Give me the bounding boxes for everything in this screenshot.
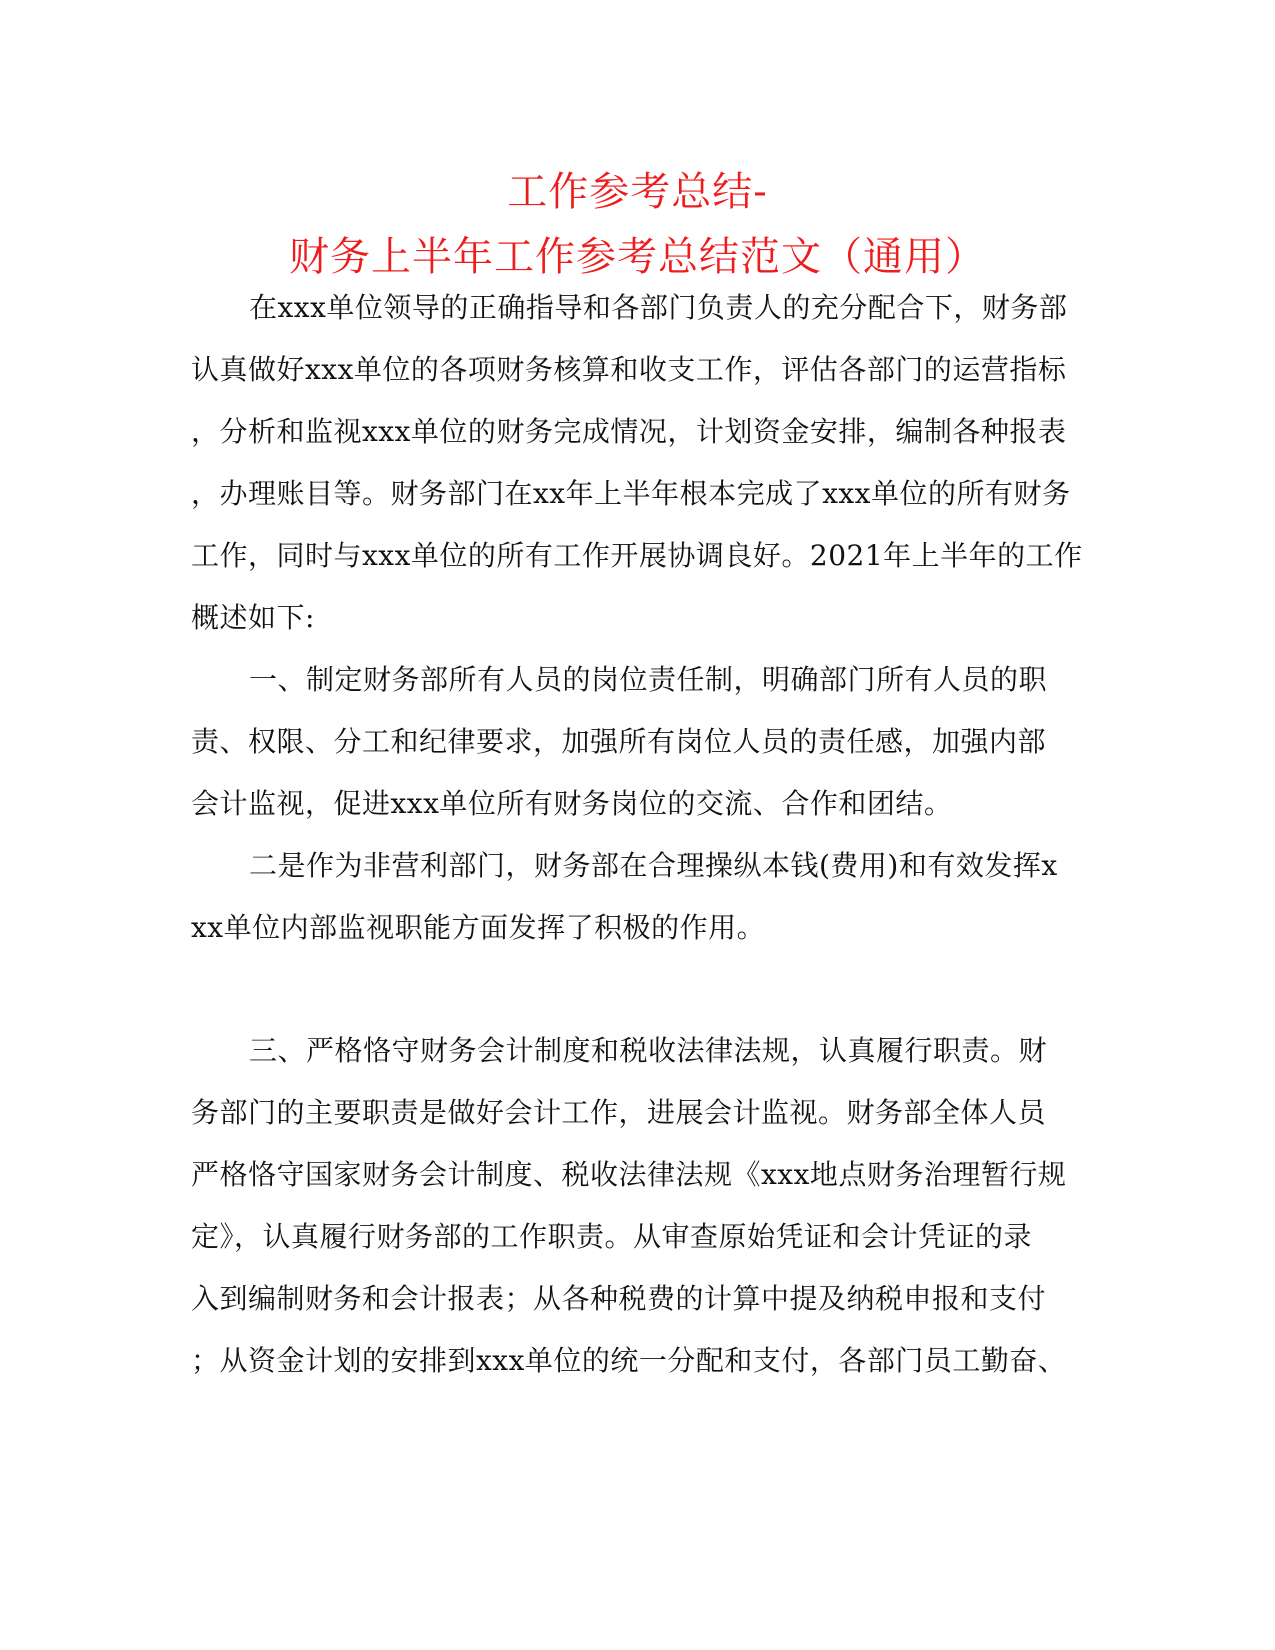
paragraph-1-line-1: 在xxx单位领导的正确指导和各部门负责人的充分配合下，财务部 bbox=[249, 291, 1068, 324]
paragraph-2-line-1: 一、制定财务部所有人员的岗位责任制，明确部门所有人员的职 bbox=[249, 663, 1048, 696]
paragraph-2-line-2: 责、权限、分工和纪律要求，加强所有岗位人员的责任感，加强内部 bbox=[191, 725, 1047, 758]
paragraph-4-line-2: 务部门的主要职责是做好会计工作，进展会计监视。财务部全体人员 bbox=[191, 1096, 1047, 1129]
paragraph-1-line-3: ，分析和监视xxx单位的财务完成情况，计划资金安排，编制各种报表 bbox=[191, 415, 1067, 448]
paragraph-3-line-1: 二是作为非营利部门，财务部在合理操纵本钱(费用)和有效发挥x bbox=[249, 849, 1058, 882]
paragraph-4-line-3: 严格恪守国家财务会计制度、税收法律法规《xxx地点财务治理暂行规 bbox=[191, 1158, 1067, 1191]
paragraph-1-line-6: 概述如下: bbox=[191, 601, 315, 634]
document-title-line-1: 工作参考总结- bbox=[507, 169, 768, 215]
paragraph-4-line-5: 入到编制财务和会计报表；从各种税费的计算中提及纳税申报和支付 bbox=[191, 1282, 1047, 1315]
paragraph-1-line-2: 认真做好xxx单位的各项财务核算和收支工作，评估各部门的运营指标 bbox=[191, 353, 1067, 386]
paragraph-4-line-4: 定》，认真履行财务部的工作职责。从审查原始凭证和会计凭证的录 bbox=[191, 1220, 1033, 1253]
paragraph-3-line-2: xx单位内部监视职能方面发挥了积极的作用。 bbox=[191, 911, 766, 944]
paragraph-4-line-6: ；从资金计划的安排到xxx单位的统一分配和支付，各部门员工勤奋、 bbox=[191, 1344, 1067, 1377]
paragraph-1-line-5: 工作，同时与xxx单位的所有工作开展协调良好。2021年上半年的工作 bbox=[191, 539, 1083, 572]
document-title-line-2: 财务上半年工作参考总结范文（通用） bbox=[289, 234, 986, 280]
paragraph-4-line-1: 三、严格恪守财务会计制度和税收法律法规，认真履行职责。财 bbox=[249, 1034, 1048, 1067]
paragraph-2-line-3: 会计监视，促进xxx单位所有财务岗位的交流、合作和团结。 bbox=[191, 787, 953, 820]
paragraph-1-line-4: ，办理账目等。财务部门在xx年上半年根本完成了xxx单位的所有财务 bbox=[191, 477, 1071, 510]
